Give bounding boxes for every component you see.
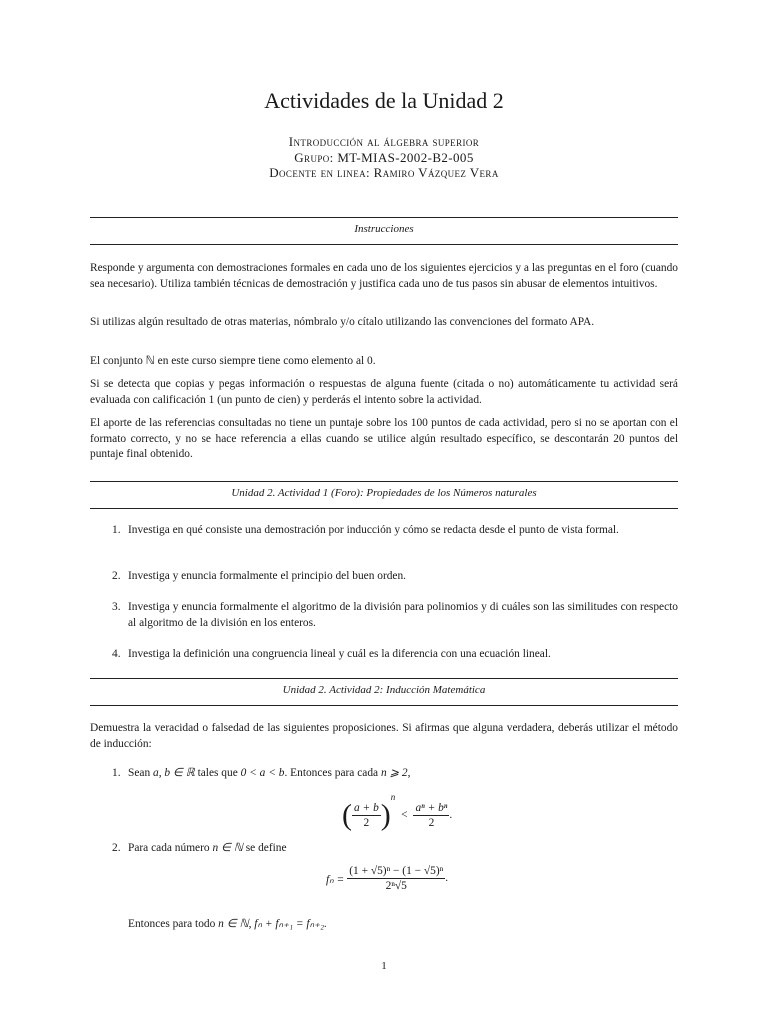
document-title: Actividades de la Unidad 2 bbox=[264, 88, 504, 113]
divider-top bbox=[90, 217, 678, 218]
instruction-paragraph: Si utilizas algún resultado de otras materias, nómbralo y/o cítalo utilizando las convenciones del formato APA. bbox=[90, 316, 595, 328]
text-fragment: . Entonces para cada bbox=[284, 767, 381, 779]
fraction-denominator: 2 bbox=[363, 816, 370, 829]
math-inline: n ∈ ℕ, fₙ + fₙ₊₁ = fₙ₊₂. bbox=[218, 918, 327, 930]
list-item-number: 1. bbox=[112, 524, 121, 536]
page-number: 1 bbox=[381, 960, 387, 972]
list-item bbox=[112, 766, 678, 782]
text-fragment: Sean bbox=[128, 767, 153, 779]
list-item-number: 4. bbox=[112, 648, 121, 660]
fraction-denominator: 2ⁿ√5 bbox=[385, 880, 407, 892]
instruction-paragraph: Si se detecta que copias y pegas información o respuestas de alguna fuente (citada o no) automáticamente tu actividad será evaluada con calificación 1 (un punto de cien) y perderás el intento sobre la actividad. bbox=[90, 378, 678, 406]
list-item bbox=[112, 600, 678, 631]
group-code: Grupo: MT-MIAS-2002-B2-005 bbox=[294, 149, 474, 165]
list-item-text bbox=[128, 841, 678, 857]
teacher-name: Docente en linea: Ramiro Vázquez Vera bbox=[269, 165, 499, 180]
list-item-number: 1. bbox=[112, 767, 121, 779]
list-item-text: Investiga y enuncia formalmente el principio del buen orden. bbox=[128, 570, 407, 582]
text-fragment: . bbox=[445, 872, 449, 885]
text-fragment: Entonces para todo bbox=[128, 918, 219, 930]
activity2-intro: Demuestra la veracidad o falsedad de las siguientes proposiciones. Si afirmas que alguna verdadera, deberás utilizar el método de inducción: bbox=[90, 722, 678, 750]
list-item bbox=[112, 647, 678, 663]
math-inline: 0 < a < b bbox=[240, 767, 285, 779]
instruction-paragraph: El aporte de las referencias consultadas no tiene un puntaje sobre los 100 puntos de cada actividad, pero si no se aportan con el formato correcto, y no se hace referencia a ellas cuando se utilice algún resultado específico, se descontarán 20 puntos del puntaje final obtenido. bbox=[90, 417, 678, 461]
list-item-text bbox=[128, 766, 678, 782]
list-item-text: Investiga y enuncia formalmente el algoritmo de la división para polinomios y di cuáles son las similitudes con respecto al algoritmo de la división en los enteros. bbox=[128, 601, 678, 629]
divider-top bbox=[90, 678, 678, 679]
exponent: n bbox=[390, 792, 396, 802]
list-item bbox=[112, 569, 678, 585]
document-subtitle-block bbox=[90, 134, 678, 181]
text-fragment: se define bbox=[242, 842, 287, 854]
list-item-number: 3. bbox=[112, 601, 121, 613]
divider-bottom bbox=[90, 508, 678, 509]
formula-lhs: fₙ = bbox=[326, 873, 345, 886]
list-item-text: Investiga la definición una congruencia lineal y cuál es la diferencia con una ecuación lineal. bbox=[128, 648, 551, 660]
activity2-heading: Unidad 2. Actividad 2: Inducción Matemática bbox=[282, 684, 486, 696]
activity1-heading: Unidad 2. Actividad 1 (Foro): Propiedades de los Números naturales bbox=[231, 487, 537, 499]
fraction-numerator: (1 + √5)ⁿ − (1 − √5)ⁿ bbox=[349, 865, 444, 877]
inequality-formula: ( $\frac{a + b}{2}$ )$^n$ < $\frac{\text{aⁿ + bⁿ}}{2}$ . bbox=[342, 792, 453, 832]
list-item-text: Investiga en qué consiste una demostración por inducción y cómo se redacta desde el punto de vista formal. bbox=[128, 524, 619, 536]
course-name: Introducción al álgebra superior bbox=[288, 134, 480, 149]
divider-bottom bbox=[90, 244, 678, 245]
instruction-paragraph: Responde y argumenta con demostraciones formales en cada uno de los siguientes ejercicios y a las preguntas en el foro (cuando sea necesario). Utiliza también técnicas de demostración y justifica cada uno de tus pasos sin abusar de elementos intuitivos. bbox=[90, 262, 678, 290]
divider-top bbox=[90, 481, 678, 482]
conclusion-line bbox=[128, 917, 678, 933]
fraction-numerator: aⁿ + bⁿ bbox=[415, 801, 448, 814]
fibonacci-formula bbox=[326, 864, 448, 893]
math-inline: a, b ∈ ℝ bbox=[153, 767, 195, 779]
text-fragment: Para cada número bbox=[128, 842, 213, 854]
text-fragment: . bbox=[449, 809, 453, 821]
document-page bbox=[90, 0, 678, 1024]
text-fragment: , bbox=[407, 767, 411, 779]
list-item-number: 2. bbox=[112, 842, 121, 854]
instructions-heading: Instrucciones bbox=[354, 223, 414, 235]
math-inline: n ∈ ℕ bbox=[212, 842, 243, 854]
instruction-paragraph: El conjunto ℕ en este curso siempre tiene como elemento al 0. bbox=[90, 355, 376, 367]
list-item bbox=[112, 523, 678, 539]
less-than-sign: < bbox=[401, 809, 408, 821]
math-inline: n ⩾ 2 bbox=[380, 767, 408, 779]
list-item bbox=[112, 841, 678, 857]
fraction-numerator: a + b bbox=[354, 801, 379, 814]
fraction-denominator: 2 bbox=[428, 816, 435, 829]
list-item-number: 2. bbox=[112, 570, 121, 582]
text-fragment: tales que bbox=[194, 767, 241, 779]
divider-bottom bbox=[90, 705, 678, 706]
